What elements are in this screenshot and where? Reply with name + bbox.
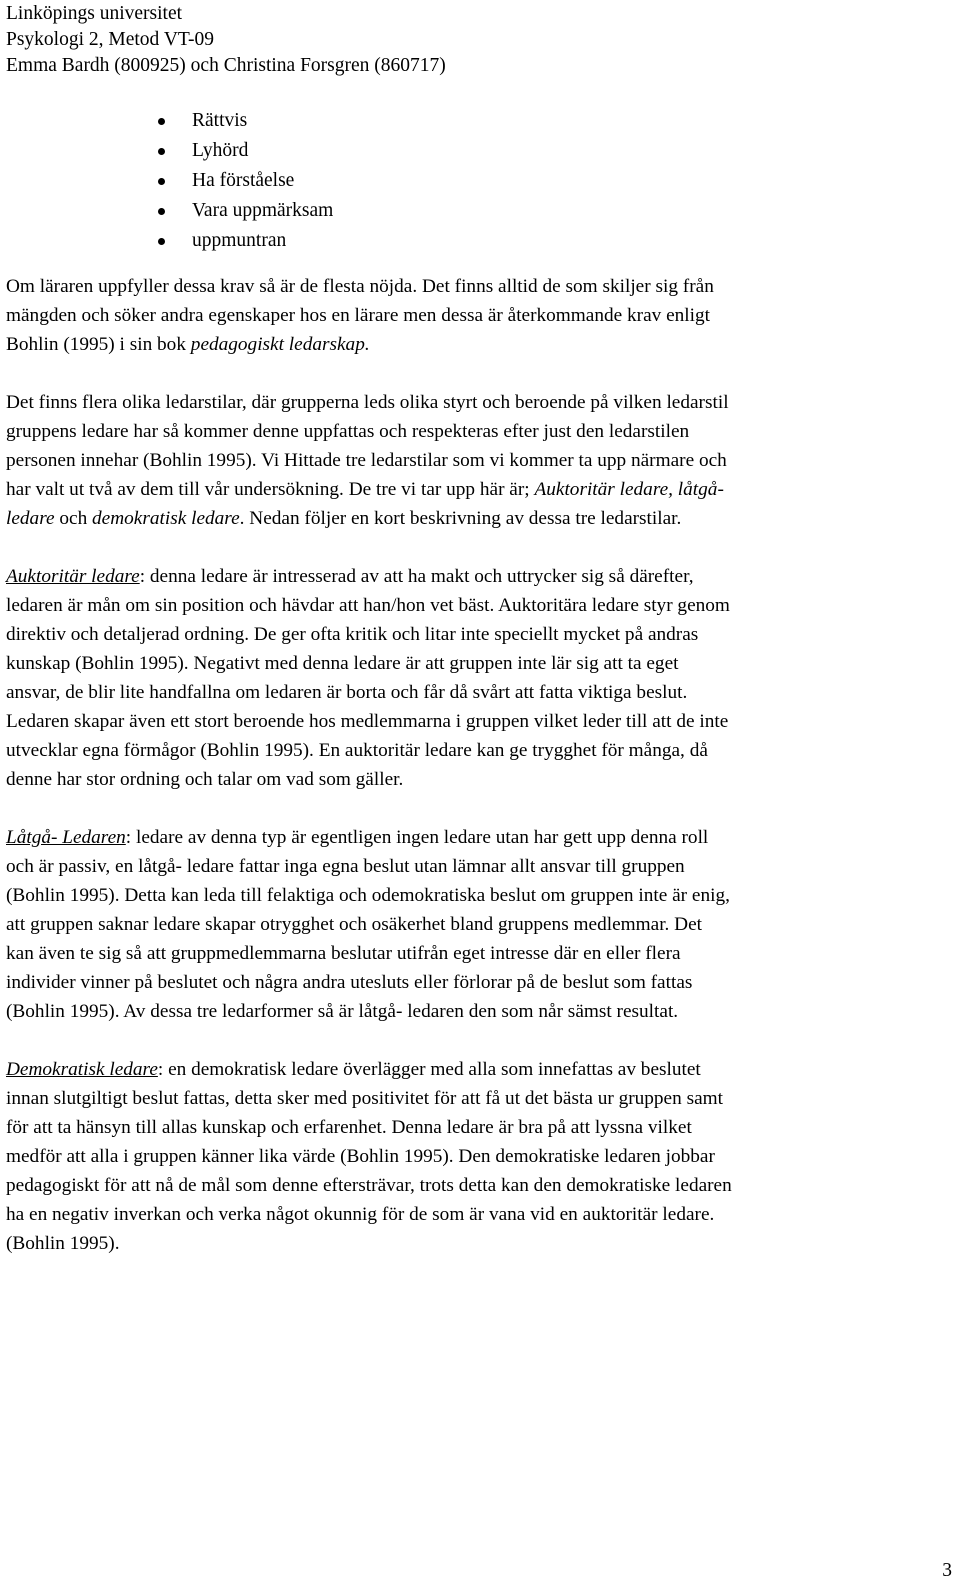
text-line: Auktoritär ledare: denna ledare är intresserad av att ha makt och uttrycker sig så därefter,	[6, 566, 694, 587]
list-item: Ha förståelse	[6, 166, 952, 196]
paragraph-leadership-styles	[6, 388, 952, 533]
bullet-icon	[158, 238, 165, 245]
text-line: ha en negativ inverkan och verka något okunnig för de som är vana vid en auktoritär ledare.	[6, 1204, 715, 1225]
text-line: personen innehar (Bohlin 1995). Vi Hittade tre ledarstilar som vi kommer ta upp närmare och	[6, 450, 727, 471]
text-line: medför att alla i gruppen känner lika värde (Bohlin 1995). Den demokratiske ledaren jobbar	[6, 1146, 715, 1167]
text-line: (Bohlin 1995). Av dessa tre ledarformer så är låtgå- ledaren den som når sämst resultat.	[6, 1001, 679, 1022]
list-item: Rättvis	[6, 106, 952, 136]
text-line: och är passiv, en låtgå- ledare fattar inga egna beslut utan lämnar allt ansvar till gruppen	[6, 856, 685, 877]
text-line: ledaren är mån om sin position och hävdar att han/hon vet bäst. Auktoritära ledare styr genom	[6, 595, 730, 616]
bullet-icon	[158, 178, 165, 185]
text-line: ansvar, de blir lite handfallna om ledaren är borta och får då svårt att fatta viktiga beslut.	[6, 682, 688, 703]
document-page	[6, 0, 952, 1258]
text-line: Om läraren uppfyller dessa krav så är de flesta nöjda. Det finns alltid de som skiljer sig från	[6, 276, 714, 297]
paragraph-democratic	[6, 1055, 952, 1258]
text-line: för att ta hänsyn till allas kunskap och erfarenhet. Denna ledare är bra på att lyssna vilket	[6, 1117, 692, 1138]
text-line: (Bohlin 1995).	[6, 1233, 120, 1254]
text-line: Bohlin (1995) i sin bok pedagogiskt ledarskap.	[6, 334, 370, 355]
document-header	[6, 1, 952, 79]
text-line: utvecklar egna förmågor (Bohlin 1995). En auktoritär ledare kan ge trygghet för många, då	[6, 740, 708, 761]
list-item: Vara uppmärksam	[6, 196, 952, 226]
text-line: direktiv och detaljerad ordning. De ger ofta kritik och litar inte speciellt mycket på andras	[6, 624, 699, 645]
text-line: ledare och demokratisk ledare. Nedan följer en kort beskrivning av dessa tre ledarstilar.	[6, 508, 682, 529]
text-line: innan slutgiltigt beslut fattas, detta sker med positivitet för att få ut det bästa ur gruppen samt	[6, 1088, 723, 1109]
text-line: att gruppen saknar ledare skapar otrygghet och osäkerhet bland gruppens medlemmar. Det	[6, 914, 703, 935]
term-authoritarian: Auktoritär ledare	[6, 566, 140, 587]
term-laissez-faire: Låtgå- Ledaren	[6, 827, 126, 848]
text-line: denne har stor ordning och talar om vad som gäller.	[6, 769, 404, 790]
text-line: gruppens ledare har så kommer denne uppfattas och respekteras efter just den ledarstilen	[6, 421, 690, 442]
text-line: (Bohlin 1995). Detta kan leda till felaktiga och odemokratiska beslut om gruppen inte är enig,	[6, 885, 730, 906]
text-line: individer vinner på beslutet och några andra utesluts eller förlorar på de beslut som fattas	[6, 972, 693, 993]
text-line: har valt ut två av dem till vår undersökning. De tre vi tar upp här är; Auktoritär ledare, låtgå-	[6, 479, 724, 500]
header-authors: Emma Bardh (800925) och Christina Forsgren (860717)	[6, 55, 446, 76]
bullet-icon	[158, 208, 165, 215]
text-line: Demokratisk ledare: en demokratisk ledare överlägger med alla som innefattas av beslutet	[6, 1059, 701, 1080]
text-line: Det finns flera olika ledarstilar, där grupperna leds olika styrt och beroende på vilken ledarstil	[6, 392, 729, 413]
header-university: Linköpings universitet	[6, 3, 183, 24]
bullet-icon	[158, 148, 165, 155]
teacher-qualities-list	[6, 106, 952, 256]
text-line: Ledaren skapar även ett stort beroende hos medlemmarna i gruppen vilket leder till att de inte	[6, 711, 729, 732]
text-line: kunskap (Bohlin 1995). Negativt med denna ledare är att gruppen inte lär sig att ta eget	[6, 653, 679, 674]
list-item: Lyhörd	[6, 136, 952, 166]
text-line: mängden och söker andra egenskaper hos en lärare men dessa är återkommande krav enligt	[6, 305, 711, 326]
bullet-icon	[158, 118, 165, 125]
list-item: uppmuntran	[6, 226, 952, 256]
paragraph-requirements	[6, 272, 952, 359]
page-number: 3	[942, 1560, 952, 1581]
term-democratic: Demokratisk ledare	[6, 1059, 158, 1080]
text-line: Låtgå- Ledaren: ledare av denna typ är egentligen ingen ledare utan har gett upp denna roll	[6, 827, 709, 848]
book-title: pedagogiskt ledarskap.	[190, 334, 370, 355]
header-course: Psykologi 2, Metod VT-09	[6, 29, 215, 50]
text-line: kan även te sig så att gruppmedlemmarna beslutar utifrån eget intresse där en eller flera	[6, 943, 681, 964]
paragraph-laissez-faire	[6, 823, 952, 1026]
paragraph-authoritarian	[6, 562, 952, 794]
text-line: pedagogiskt för att nå de mål som denne eftersträvar, trots detta kan den demokratiske ledaren	[6, 1175, 732, 1196]
